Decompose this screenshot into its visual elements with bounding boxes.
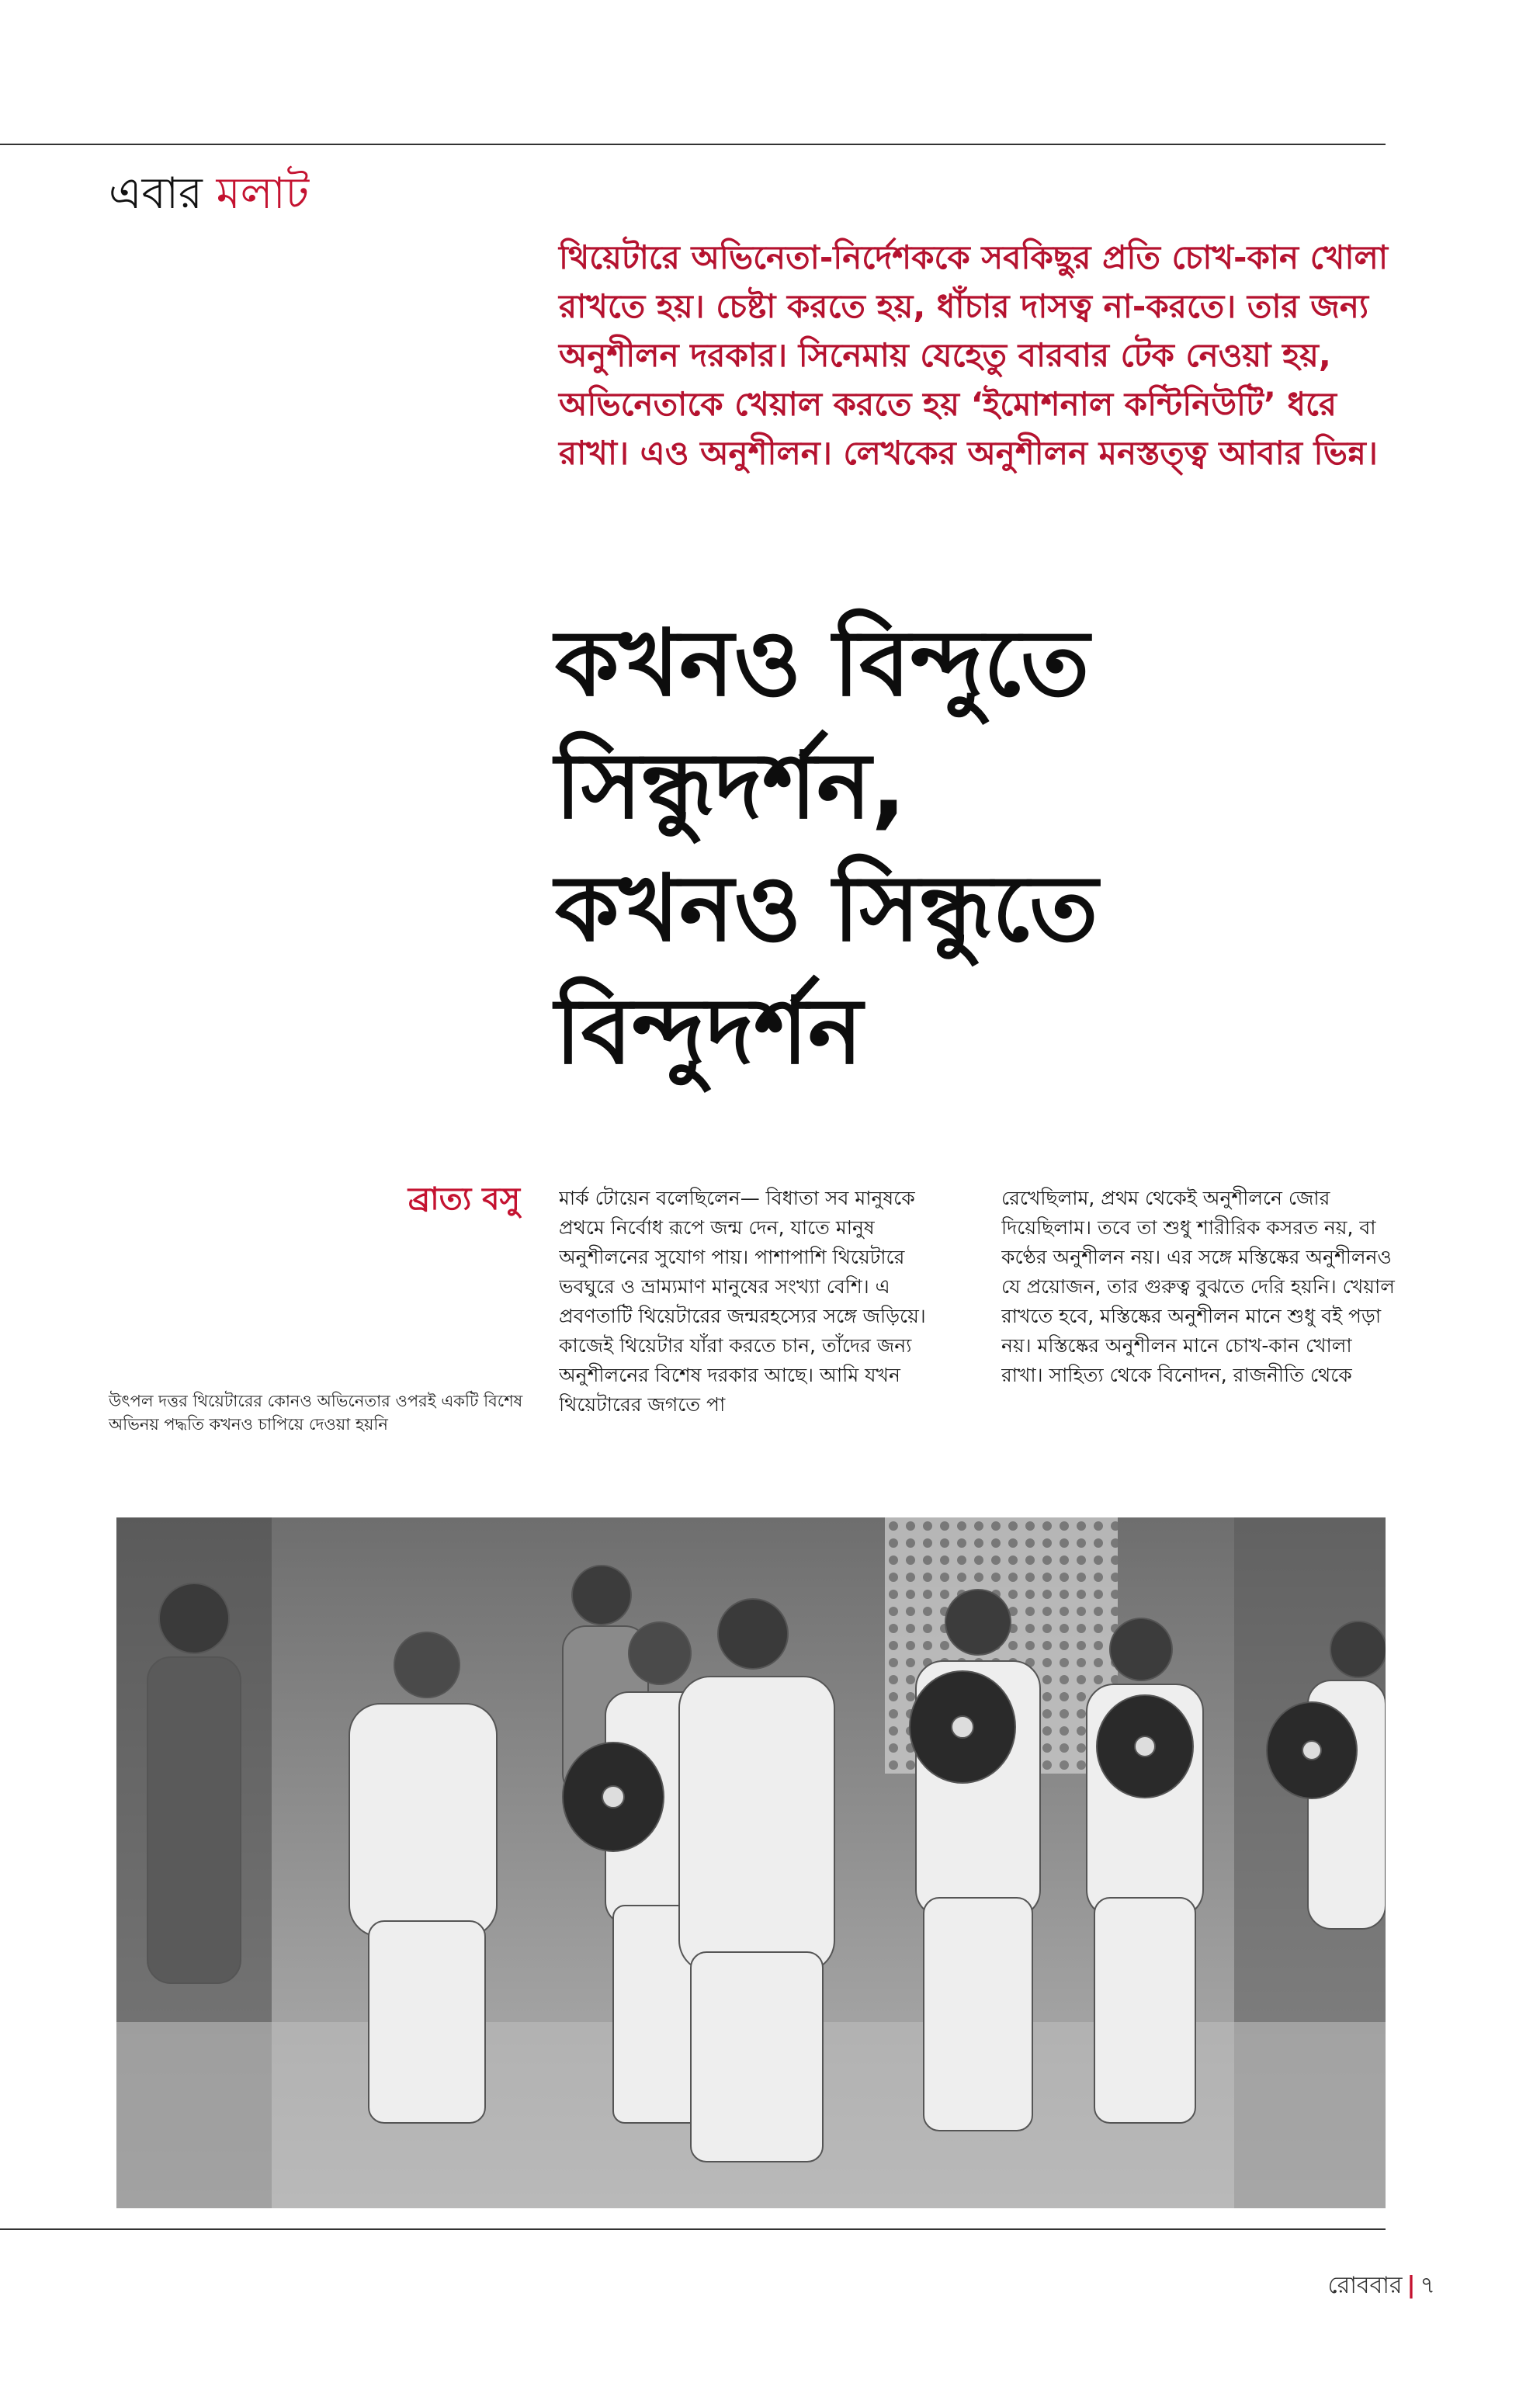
headline-line-4: বিন্দুদর্শন bbox=[555, 977, 863, 1084]
bottom-rule bbox=[0, 2228, 1386, 2230]
stage-photo-illustration bbox=[116, 1517, 1386, 2208]
body-column-2: রেখেছিলাম, প্রথম থেকেই অনুশীলনে জোর দিয়েছিলাম। তবে তা শুধু শারীরিক কসরত নয়, বা কণ্ঠের অনুশীলন নয়। এর সঙ্গে মস্তিষ্কের অনুশীলনও যে প্রয়োজন, তার গুরুত্ব বুঝতে দেরি হয়নি। খেয়াল রাখতে হবে, মস্তিষ্কের অনুশীলন মানে শুধু বই পড়া নয়। মস্তিষ্কের অনুশীলন মানে চোখ-কান খোলা রাখা। সাহিত্য থেকে বিনোদন, রাজনীতি থেকে bbox=[1001, 1187, 1395, 1386]
magazine-name: রোববার bbox=[1327, 2272, 1403, 2299]
section-header bbox=[109, 167, 309, 221]
top-rule bbox=[0, 144, 1386, 145]
author-byline: ব্রাত্য বসু bbox=[408, 1181, 520, 1217]
footer-separator: | bbox=[1406, 2272, 1416, 2299]
stage-photo bbox=[116, 1517, 1386, 2208]
headline-line-3: কখনও সিন্ধুতে bbox=[555, 855, 1098, 962]
headline-line-1: কখনও বিন্দুতে bbox=[555, 609, 1090, 716]
page-footer bbox=[1328, 2270, 1435, 2301]
body-column-1: মার্ক টোয়েন বলেছিলেন— বিধাতা সব মানুষকে প্রথমে নির্বোধ রূপে জন্ম দেন, যাতে মানুষ অনুশীলনের সুযোগ পায়। পাশাপাশি থিয়েটারে ভবঘুরে ও ভ্রাম্যমাণ মানুষের সংখ্যা বেশি। এ প্রবণতাটি থিয়েটারের জন্মরহস্যের সঙ্গে জড়িয়ে। কাজেই থিয়েটার যাঁরা করতে চান, তাঁদের জন্য অনুশীলনের বিশেষ দরকার আছে। আমি যখন থিয়েটারের জগতে পা bbox=[559, 1187, 926, 1416]
section-name: মলাট bbox=[216, 168, 310, 219]
headline bbox=[555, 602, 1386, 1092]
page-number: ৭ bbox=[1420, 2272, 1435, 2299]
section-prefix: এবার bbox=[109, 168, 203, 219]
pull-quote: থিয়েটারে অভিনেতা-নির্দেশককে সবকিছুর প্রতি চোখ-কান খোলা রাখতে হয়। চেষ্টা করতে হয়, ধাঁচার দাসত্ব না-করতে। তার জন্য অনুশীলন দরকার। সিনেমায় যেহেতু বারবার টেক নেওয়া হয়, অভিনেতাকে খেয়াল করতে হয় ‘ইমোশনাল কন্টিনিউটি’ ধরে রাখা। এও অনুশীলন। লেখকের অনুশীলন মনস্তত্ত্ব আবার ভিন্ন। bbox=[559, 238, 1389, 472]
photo-caption: উৎপল দত্তর থিয়েটারের কোনও অভিনেতার ওপরই একটি বিশেষ অভিনয় পদ্ধতি কখনও চাপিয়ে দেওয়া হয়নি bbox=[109, 1392, 523, 1434]
headline-line-2: সিন্ধুদর্শন, bbox=[555, 732, 907, 839]
